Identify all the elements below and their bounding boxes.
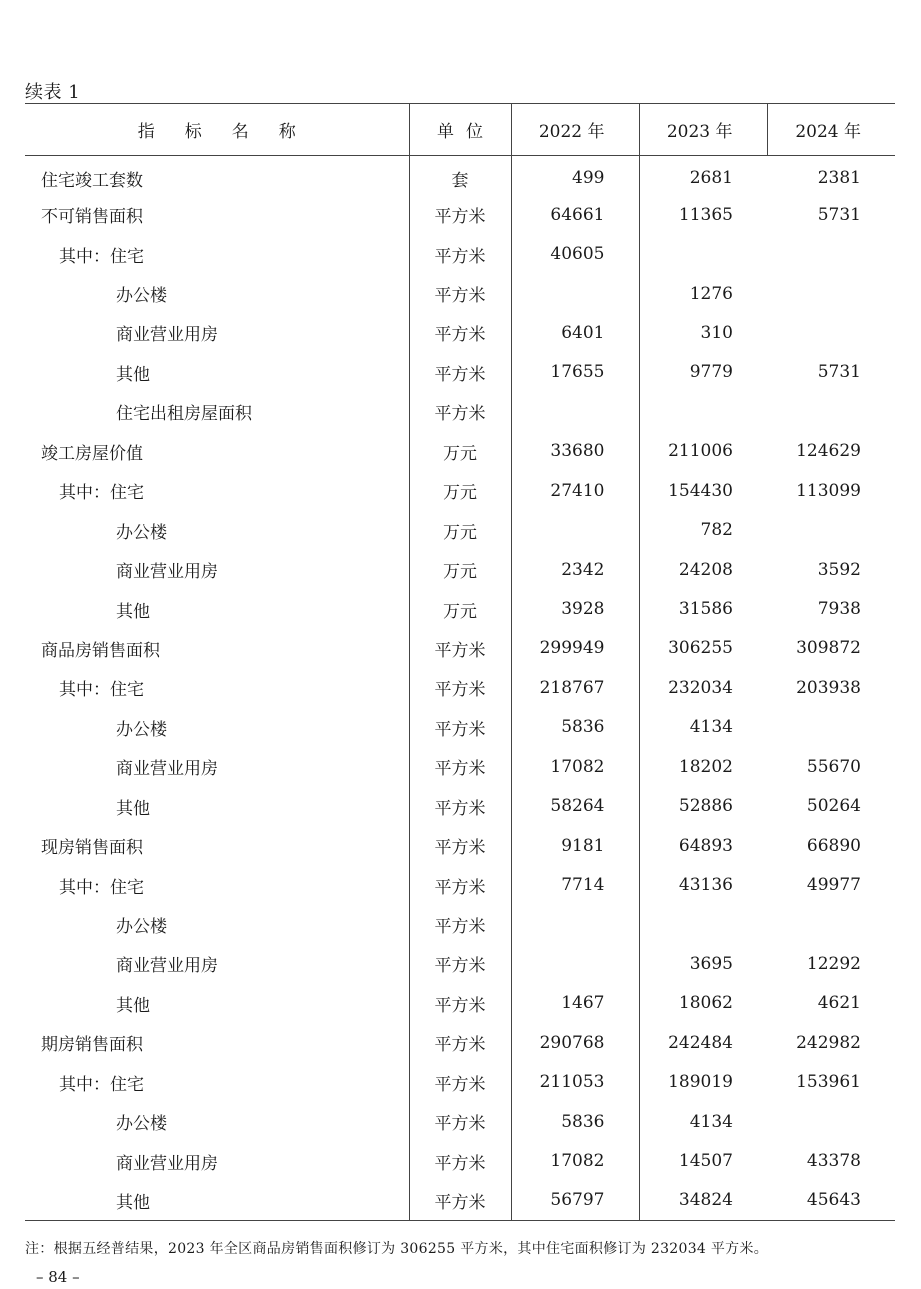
row-value-2024: 2381 [817,168,861,189]
row-value-2024 [767,313,895,352]
table-row [25,510,895,549]
row-value-2023: 18062 [678,993,733,1014]
row-indicator-name: 商业营业用房 [116,956,218,977]
row-value-2022: 27410 [511,471,639,510]
row-unit: 万元 [409,471,511,510]
table-row [25,392,895,431]
row-unit: 平方米 [409,274,511,313]
row-value-2024: 113099 [796,480,861,501]
table-row [25,1141,895,1180]
table-body [25,156,895,1221]
table-header [25,104,895,156]
row-unit: 万元 [409,550,511,589]
row-value-2023: 18202 [678,756,733,777]
row-value-2022: 33680 [511,432,639,471]
row-indicator-name: 其中：住宅 [59,246,144,267]
row-indicator-name: 其中：住宅 [59,877,144,898]
row-indicator-name: 其他 [116,364,150,385]
row-value-2024: 309872 [796,638,861,659]
table-row [25,550,895,589]
table-row [25,787,895,826]
row-value-2022: 17082 [511,1141,639,1180]
row-indicator-name: 期房销售面积 [41,1035,143,1056]
row-value-2022: 1467 [511,984,639,1023]
table-row [25,1023,895,1062]
row-indicator-name: 其他 [25,1181,409,1220]
row-indicator-name: 办公楼 [116,917,167,938]
row-value-2023: 34824 [639,1181,767,1220]
row-value-2024: 3592 [817,559,861,580]
row-value-2023: 2681 [689,168,733,189]
row-indicator-name: 其中：住宅 [59,1074,144,1095]
table-caption: 续表 1 [25,82,81,103]
row-value-2022 [511,510,639,549]
row-value-2024: 242982 [796,1032,861,1053]
row-unit: 平方米 [409,1023,511,1062]
row-value-2024 [767,234,895,273]
row-value-2022 [511,905,639,944]
row-indicator-name: 住宅出租房屋面积 [116,404,252,425]
row-value-2023: 52886 [678,796,733,817]
table-row [25,589,895,628]
row-value-2023 [639,234,767,273]
row-unit: 平方米 [409,708,511,747]
row-indicator-name: 办公楼 [116,286,167,307]
row-indicator-name: 商业营业用房 [116,759,218,780]
table-row [25,471,895,510]
header-indicator-name: 指标名称 [25,104,409,156]
table-row [25,195,895,234]
row-value-2022: 7714 [511,865,639,904]
table-row [25,234,895,273]
row-value-2022: 17082 [511,747,639,786]
row-value-2023: 189019 [668,1072,733,1093]
row-indicator-name: 其他 [116,601,150,622]
row-value-2024 [767,392,895,431]
row-unit: 平方米 [409,353,511,392]
row-value-2024 [767,510,895,549]
row-value-2023 [639,392,767,431]
row-value-2024: 43378 [806,1151,861,1172]
table-row [25,156,895,195]
row-value-2023: 31586 [678,599,733,620]
table-row [25,353,895,392]
row-value-2024: 5731 [817,204,861,225]
row-value-2023 [639,905,767,944]
row-value-2023: 14507 [678,1151,733,1172]
row-value-2023: 242484 [668,1032,733,1053]
row-value-2024: 49977 [806,875,861,896]
row-indicator-name: 不可销售面积 [41,207,143,228]
table-row [25,668,895,707]
row-value-2023: 24208 [678,559,733,580]
page-number: – 84 – [36,1268,80,1286]
row-value-2023: 4134 [689,717,733,738]
row-indicator-name: 现房销售面积 [41,838,143,859]
row-unit: 平方米 [409,392,511,431]
row-value-2022: 64661 [511,195,639,234]
row-unit: 万元 [409,589,511,628]
table-row [25,629,895,668]
row-unit: 平方米 [409,1141,511,1180]
row-indicator-name: 商业营业用房 [116,1153,218,1174]
row-value-2022: 2342 [511,550,639,589]
row-value-2023: 211006 [668,441,733,462]
row-unit: 平方米 [409,313,511,352]
row-unit: 平方米 [409,944,511,983]
table-row [25,1181,895,1220]
row-unit: 平方米 [409,747,511,786]
row-indicator-name: 办公楼 [116,1114,167,1135]
row-unit: 平方米 [409,787,511,826]
row-unit: 平方米 [409,984,511,1023]
row-value-2023: 1276 [689,283,733,304]
table-row [25,984,895,1023]
table-row [25,944,895,983]
row-value-2024: 50264 [806,796,861,817]
row-value-2024 [767,274,895,313]
row-indicator-name: 商业营业用房 [116,562,218,583]
table-row [25,274,895,313]
row-unit: 平方米 [409,905,511,944]
row-value-2022: 299949 [511,629,639,668]
table-footnote: 注：根据五经普结果，2023 年全区商品房销售面积修订为 306255 平方米，其中住宅面积修订为 232034 平方米。 [25,1241,769,1257]
row-value-2024: 153961 [796,1072,861,1093]
table-row [25,1063,895,1102]
row-indicator-name: 商品房销售面积 [41,640,160,661]
row-value-2022 [511,944,639,983]
row-indicator-name: 其他 [116,995,150,1016]
row-value-2023: 11365 [678,204,733,225]
row-value-2022: 5836 [511,708,639,747]
row-value-2023: 154430 [668,480,733,501]
table-row [25,313,895,352]
row-value-2023: 782 [700,520,733,541]
row-value-2024: 4621 [817,993,861,1014]
table-row [25,865,895,904]
row-value-2023: 9779 [689,362,733,383]
row-value-2024 [767,905,895,944]
row-indicator-name: 办公楼 [116,719,167,740]
row-value-2022 [511,274,639,313]
row-value-2024: 203938 [796,677,861,698]
row-value-2023: 4134 [689,1111,733,1132]
row-indicator-name: 其中：住宅 [59,680,144,701]
row-unit: 平方米 [409,629,511,668]
table-row [25,905,895,944]
row-value-2024: 12292 [806,953,861,974]
table-row [25,708,895,747]
header-year-2022: 2022 年 [511,104,639,156]
row-value-2022: 3928 [511,589,639,628]
row-value-2023: 43136 [678,875,733,896]
row-unit: 平方米 [409,234,511,273]
table-row [25,432,895,471]
statistics-table-container [25,103,895,1221]
row-value-2024: 124629 [796,441,861,462]
row-value-2022: 6401 [511,313,639,352]
row-indicator-name: 其他 [116,798,150,819]
row-indicator-name: 其中：住宅 [59,483,144,504]
table-row [25,1102,895,1141]
row-unit: 万元 [409,432,511,471]
row-value-2023: 64893 [678,835,733,856]
row-value-2022: 499 [511,156,639,195]
row-value-2022 [511,392,639,431]
header-unit: 单位 [409,104,511,156]
row-value-2024: 45643 [767,1181,895,1220]
row-value-2022: 218767 [511,668,639,707]
row-value-2024 [767,1102,895,1141]
row-value-2022: 17655 [511,353,639,392]
statistics-table [25,103,895,1221]
row-unit: 平方米 [409,826,511,865]
row-value-2023: 3695 [689,953,733,974]
row-value-2022: 290768 [511,1023,639,1062]
row-value-2024: 55670 [806,756,861,777]
row-value-2022: 5836 [511,1102,639,1141]
row-value-2022: 211053 [511,1063,639,1102]
row-value-2024: 66890 [806,835,861,856]
row-unit: 平方米 [409,865,511,904]
row-indicator-name: 办公楼 [116,522,167,543]
row-unit: 套 [409,156,511,195]
row-value-2023: 232034 [668,677,733,698]
row-value-2022: 9181 [511,826,639,865]
row-value-2024: 7938 [817,599,861,620]
header-year-2023: 2023 年 [639,104,767,156]
row-indicator-name: 竣工房屋价值 [41,443,143,464]
table-row [25,747,895,786]
row-indicator-name: 商业营业用房 [116,325,218,346]
row-value-2024: 5731 [817,362,861,383]
row-unit: 平方米 [409,1181,511,1220]
row-value-2023: 310 [700,322,733,343]
row-unit: 平方米 [409,1102,511,1141]
row-value-2022: 40605 [511,234,639,273]
row-unit: 万元 [409,510,511,549]
row-value-2022: 56797 [511,1181,639,1220]
header-row [25,104,895,156]
row-unit: 平方米 [409,195,511,234]
header-year-2024: 2024 年 [767,104,895,156]
table-row [25,826,895,865]
row-value-2023: 306255 [668,638,733,659]
row-unit: 平方米 [409,668,511,707]
row-unit: 平方米 [409,1063,511,1102]
row-value-2024 [767,708,895,747]
row-indicator-name: 住宅竣工套数 [41,170,143,191]
row-value-2022: 58264 [511,787,639,826]
